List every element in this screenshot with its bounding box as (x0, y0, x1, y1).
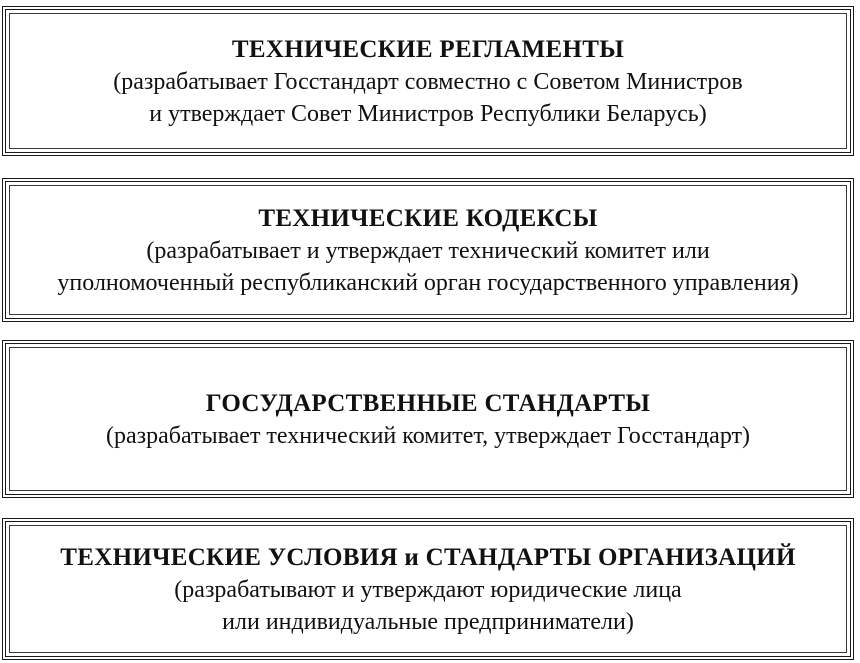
box-description-line: и утверждает Совет Министров Республики Беларусь) (149, 100, 707, 127)
box-title: ТЕХНИЧЕСКИЕ КОДЕКСЫ (258, 204, 598, 232)
box-description-line: или индивидуальные предприниматели) (222, 608, 634, 635)
box-title: ТЕХНИЧЕСКИЕ УСЛОВИЯ и СТАНДАРТЫ ОРГАНИЗАЦИЙ (60, 543, 796, 571)
box-technical-regulations (2, 6, 854, 156)
box-description-line: (разрабатывает и утверждает технический комитет или (146, 237, 710, 264)
box-title: ГОСУДАРСТВЕННЫЕ СТАНДАРТЫ (205, 389, 651, 417)
box-description-line: (разрабатывает технический комитет, утверждает Госстандарт) (105, 422, 750, 449)
box-description-line: уполномоченный республиканский орган государственного управления) (57, 269, 799, 296)
box-state-standards (2, 340, 854, 498)
box-title: ТЕХНИЧЕСКИЕ РЕГЛАМЕНТЫ (231, 35, 625, 63)
box-description-line: (разрабатывают и утверждают юридические лица (174, 576, 682, 603)
box-description-line: (разрабатывает Госстандарт совместно с Советом Министров (113, 68, 743, 95)
box-technical-codes (2, 178, 854, 322)
box-technical-conditions-and-organization-standards (2, 518, 854, 660)
